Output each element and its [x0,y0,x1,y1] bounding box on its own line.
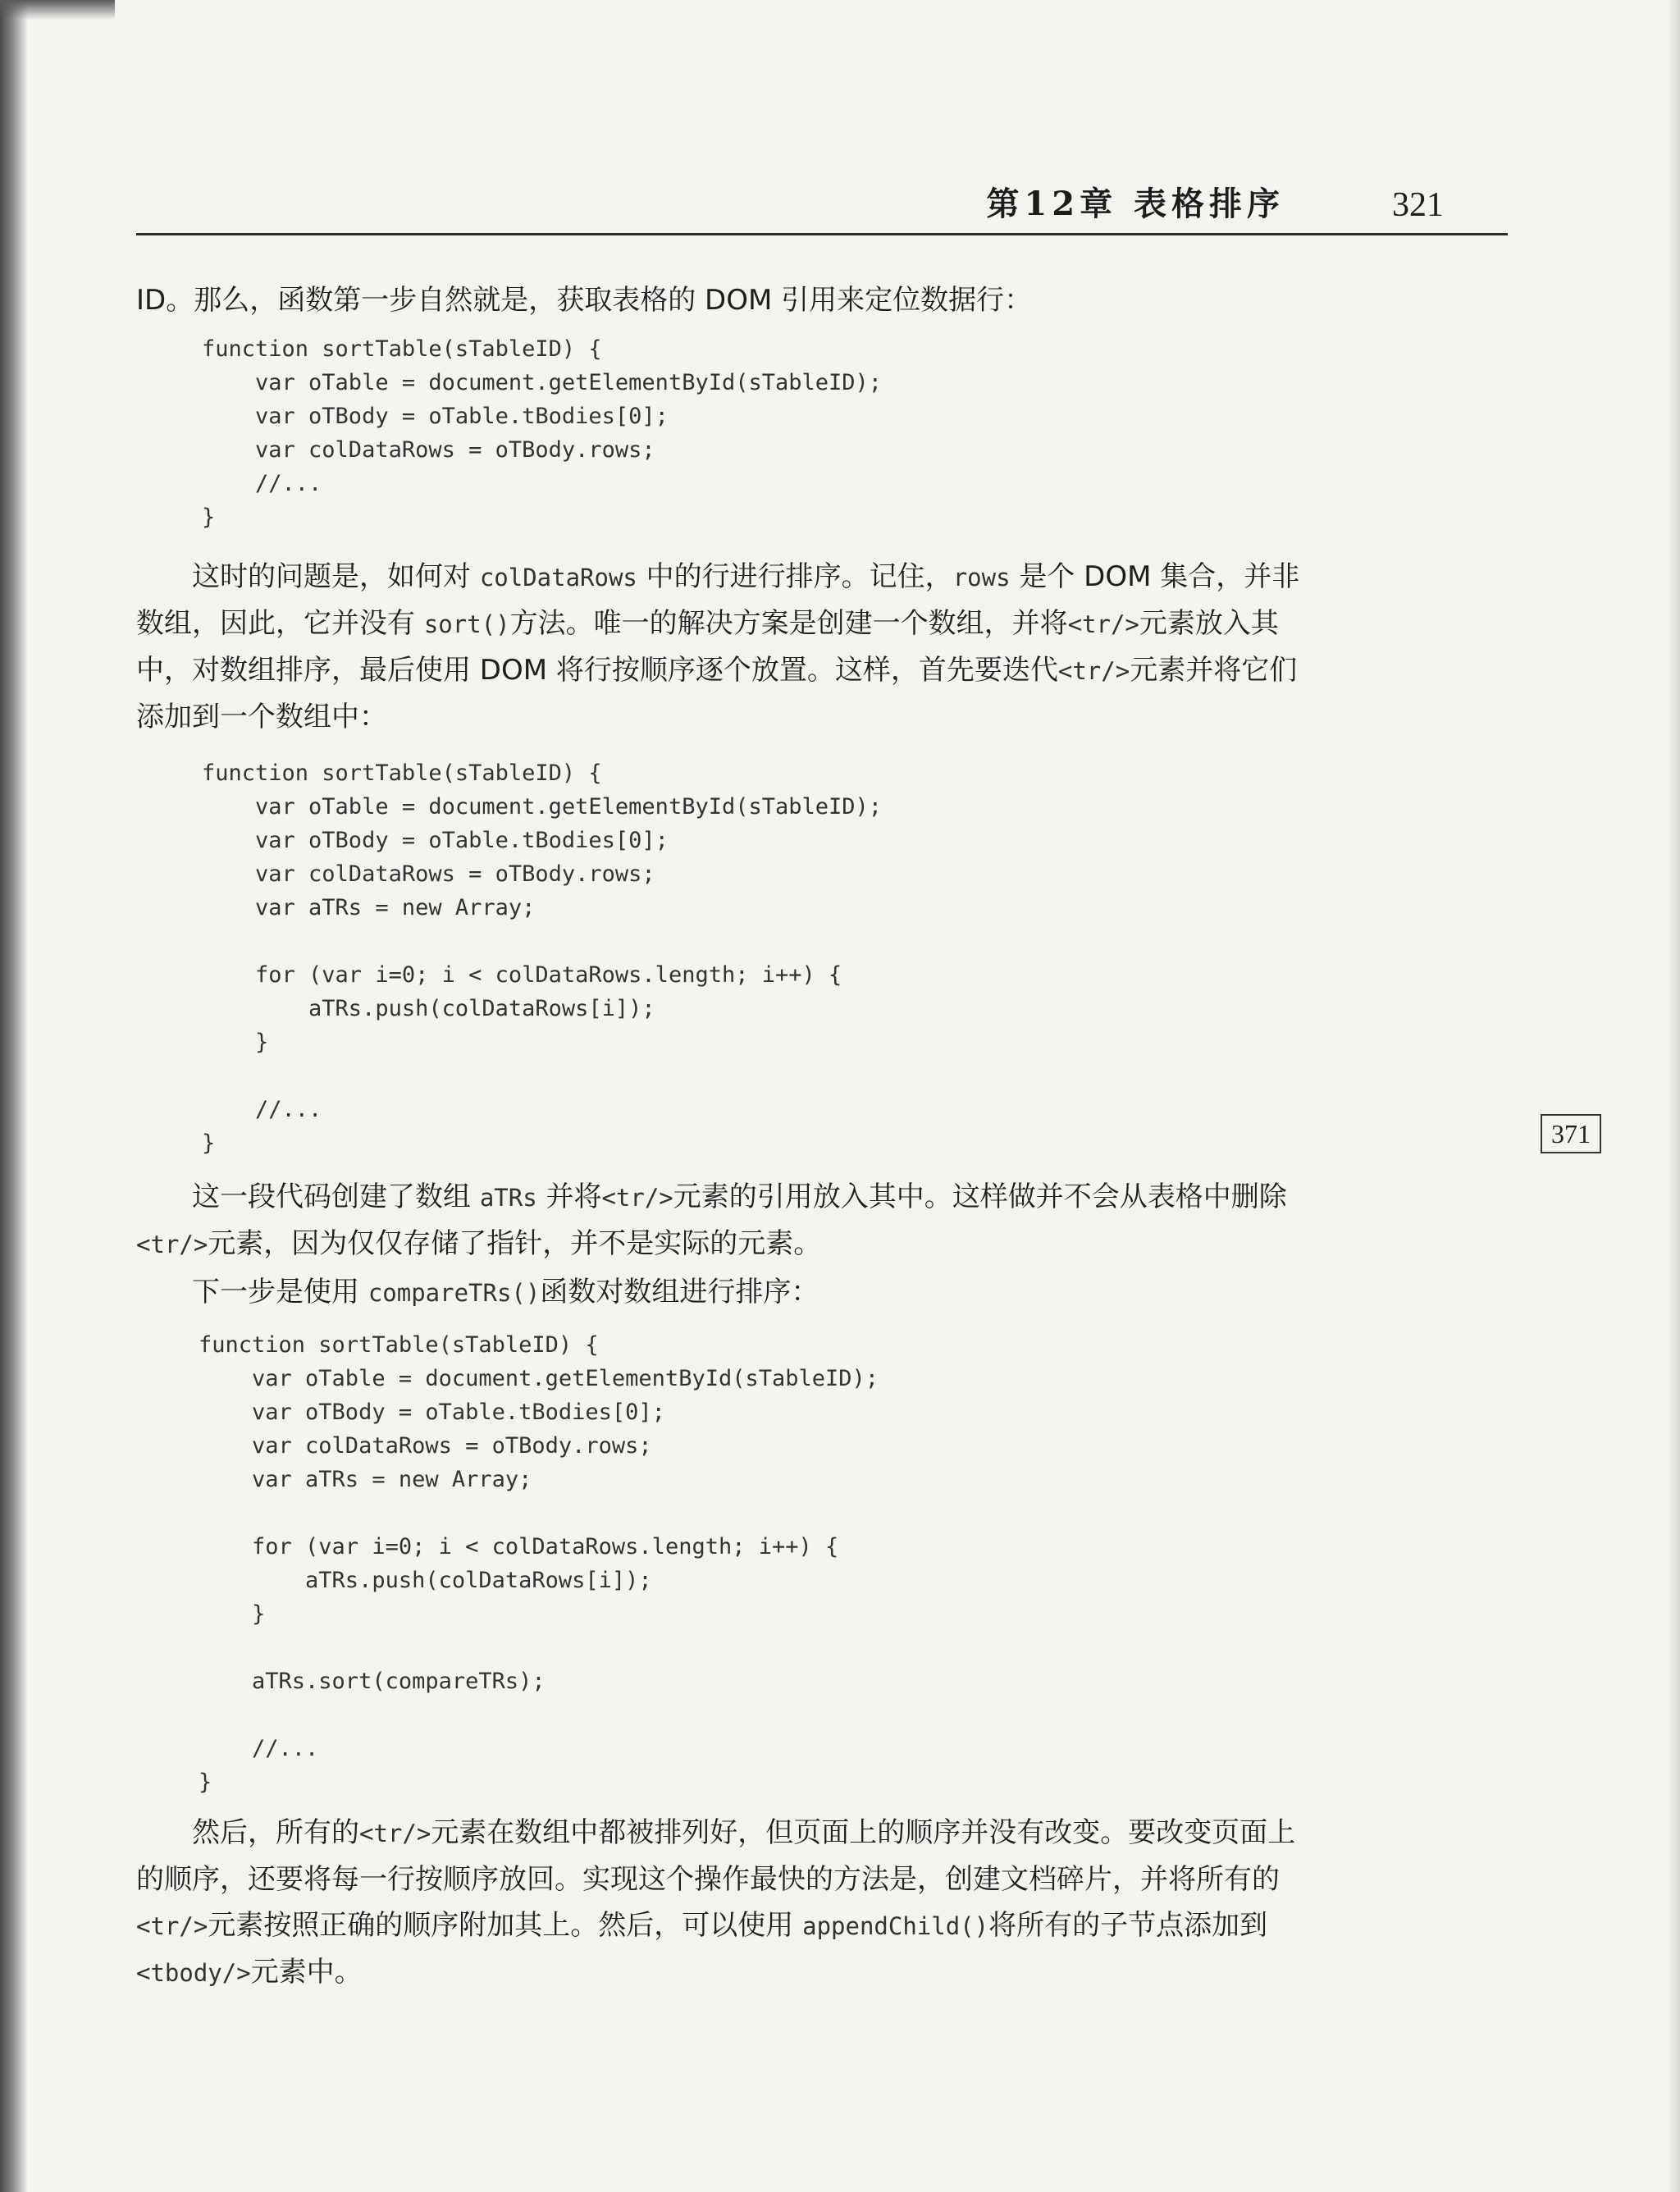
margin-page-reference: 371 [1541,1114,1601,1153]
text-line: <tbody/>元素中。 [136,1956,363,1989]
text-line: 添加到一个数组中： [136,701,387,733]
text-line: ID。那么，函数第一步自然就是，获取表格的 DOM 引用来定位数据行： [136,284,1033,317]
paragraph-problem [136,554,1299,740]
text-line: 的顺序，还要将每一行按顺序放回。实现这个操作最快的方法是，创建文档碎片，并将所有的 [136,1863,1280,1896]
inline-code: <tr/> [136,1231,208,1258]
scan-shadow-top [0,0,115,20]
inline-code: <tr/> [1067,610,1139,638]
inline-code: aTRs [479,1184,537,1212]
inline-code: compareTRs() [368,1279,541,1307]
inline-code: <tr/> [359,1820,431,1847]
text-line: 这一段代码创建了数组 aTRs 并将<tr/>元素的引用放入其中。这样做并不会从表格中删除 [192,1180,1287,1213]
scan-shadow-left [0,0,28,2192]
inline-code: appendChild() [802,1912,989,1940]
scan-shadow-right [1669,0,1680,2192]
code-block-1: function sortTable(sTableID) { var oTable = document.getElementById(sTableID); var oTBody = oTable.tBodies[0]; var colDataRows = oTBody.rows; //... } [202,336,883,530]
text-line: 这时的问题是，如何对 colDataRows 中的行进行排序。记住，rows 是个 DOM 集合，并非 [192,560,1300,593]
inline-code: colDataRows [479,564,637,591]
paragraph-reorder [136,1810,1295,1996]
paragraph-intro [136,277,1032,323]
paragraph-next-step [136,1269,819,1316]
text-line: <tr/>元素，因为仅仅存储了指针，并不是实际的元素。 [136,1227,822,1260]
page-number: 321 [1392,186,1444,224]
text-line: 下一步是使用 compareTRs()函数对数组进行排序： [192,1276,819,1308]
text-line: 然后，所有的<tr/>元素在数组中都被排列好，但页面上的顺序并没有改变。要改变页面上 [192,1816,1296,1849]
inline-code: sort() [423,610,510,638]
paragraph-explain [136,1174,1287,1267]
inline-code: <tbody/> [136,1959,251,1987]
inline-code: <tr/> [1057,657,1130,685]
text-line: <tr/>元素按照正确的顺序附加其上。然后，可以使用 appendChild()将所有的子节点添加到 [136,1909,1268,1942]
code-block-3: function sortTable(sTableID) { var oTable = document.getElementById(sTableID); var oTBody = oTable.tBodies[0]; var colDataRows = oTBody.rows; var aTRs = new Array; for (var i=0; i < colDataRows.length; i++) { aTRs.push(colDataRows[i]); } aTRs.sort(compareTRs); //... } [199,1332,879,1795]
chapter-title: 第12章 表格排序 [986,185,1285,223]
text-line: 中，对数组排序，最后使用 DOM 将行按顺序逐个放置。这样，首先要迭代<tr/>元素并将它们 [136,654,1298,687]
code-block-2: function sortTable(sTableID) { var oTable = document.getElementById(sTableID); var oTBody = oTable.tBodies[0]; var colDataRows = oTBody.rows; var aTRs = new Array; for (var i=0; i < colDataRows.length; i++) { aTRs.push(colDataRows[i]); } //... } [202,760,883,1156]
inline-code: <tr/> [601,1184,673,1212]
text-line: 数组，因此，它并没有 sort()方法。唯一的解决方案是创建一个数组，并将<tr/>元素放入其 [136,607,1279,640]
running-header [136,182,1508,235]
inline-code: <tr/> [136,1912,208,1940]
inline-code: rows [952,564,1011,591]
